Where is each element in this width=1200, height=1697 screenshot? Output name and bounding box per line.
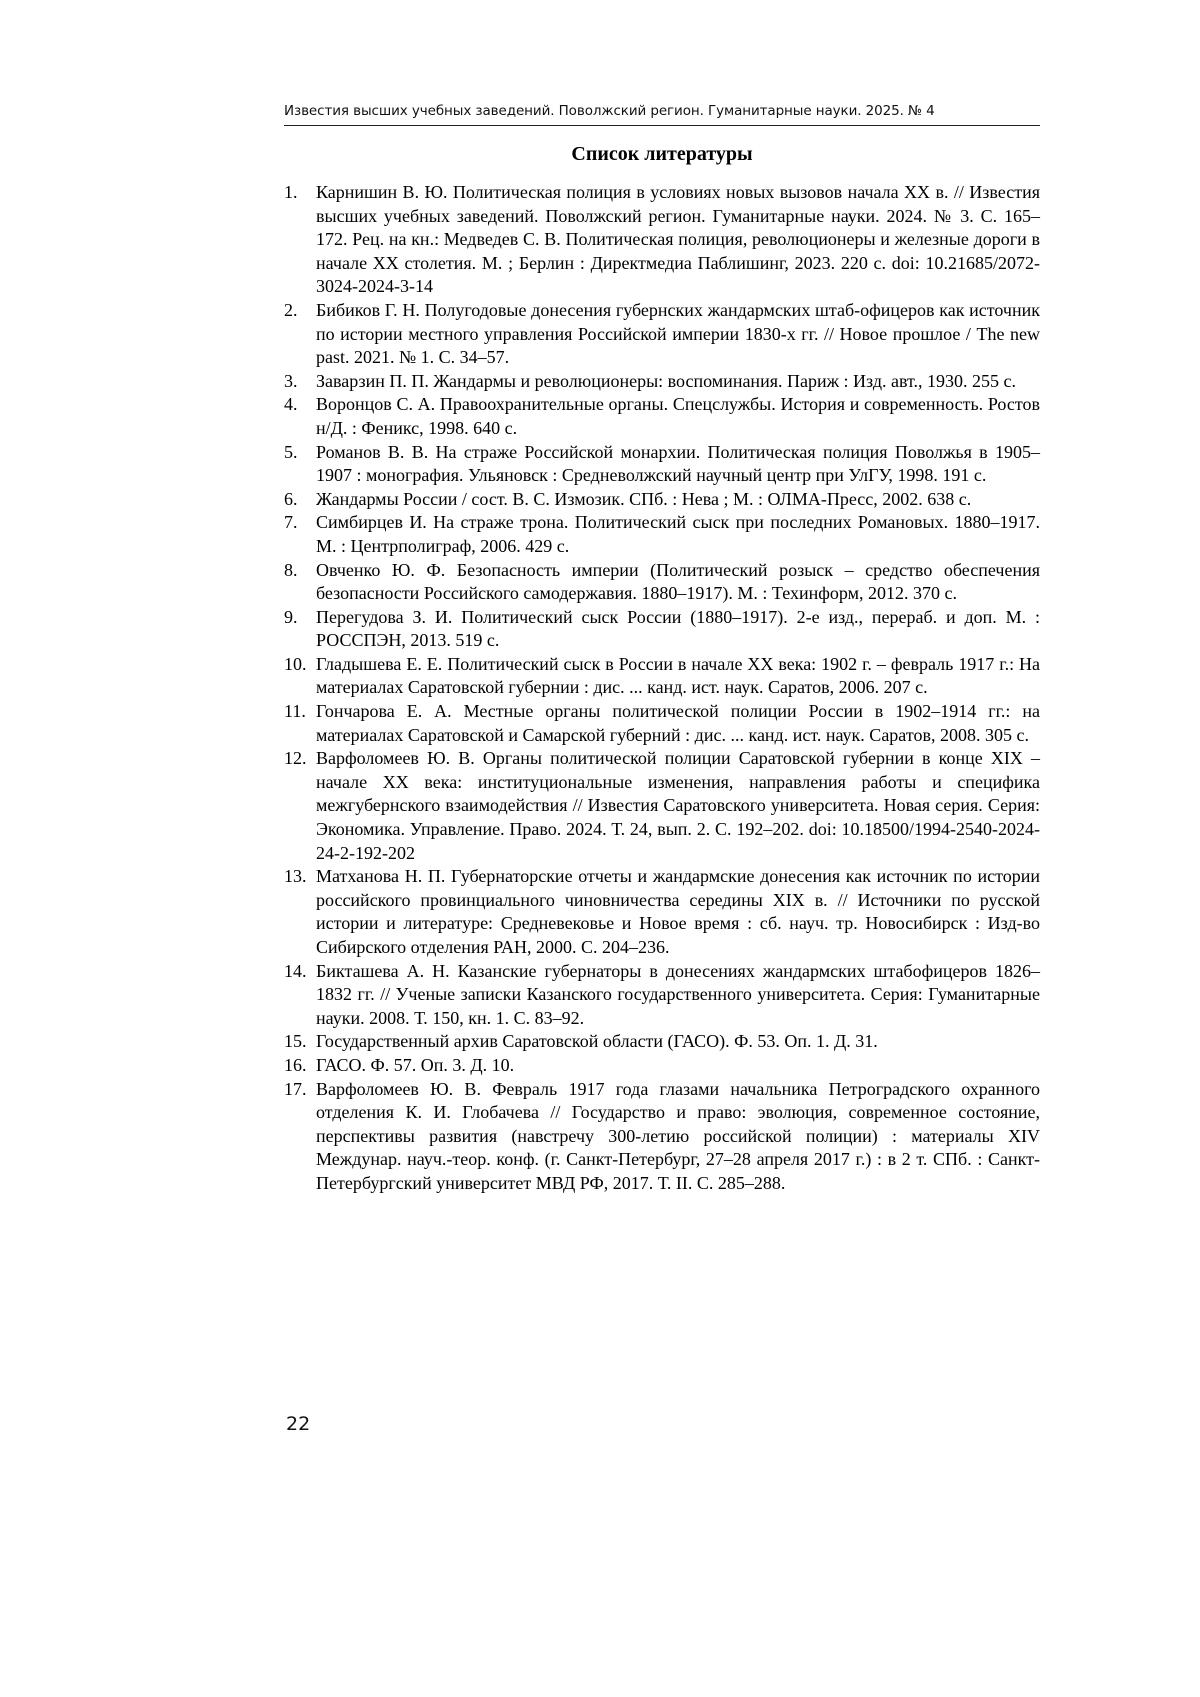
- reference-number: 3.: [284, 370, 298, 391]
- reference-item: [284, 299, 1040, 370]
- reference-number: 16.: [284, 1054, 307, 1075]
- reference-item: [284, 1078, 1040, 1196]
- header-rule: [284, 125, 1040, 126]
- reference-number: 8.: [284, 559, 298, 580]
- reference-number: 7.: [284, 512, 298, 533]
- reference-item: [284, 653, 1040, 700]
- reference-number: 13.: [284, 866, 307, 887]
- reference-number: 17.: [284, 1078, 307, 1099]
- reference-text: Романов В. В. На страже Российской монархии. Политическая полиция Поволжья в 1905–1907 : монография. Ульяновск : Средневолжский научный центр при УлГУ, 1998. 191 с.: [316, 441, 1040, 486]
- reference-text: Гончарова Е. А. Местные органы политической полиции России в 1902–1914 гг.: на материалах Саратовской и Самарской губерний : дис. ... канд. ист. наук. Саратов, 2008. 305 с.: [316, 701, 1040, 745]
- reference-number: 9.: [284, 606, 298, 627]
- reference-number: 2.: [284, 299, 298, 320]
- reference-number: 4.: [284, 394, 298, 415]
- reference-item: [284, 1054, 1040, 1078]
- reference-item: [284, 181, 1040, 299]
- reference-text: Воронцов С. А. Правоохранительные органы. Спецслужбы. История и современность. Ростов н/Д. : Феникс, 1998. 640 с.: [316, 394, 1040, 438]
- reference-number: 6.: [284, 488, 298, 509]
- reference-number: 14.: [284, 960, 307, 981]
- reference-text: Государственный архив Саратовской области (ГАСО). Ф. 53. Оп. 1. Д. 31.: [316, 1031, 878, 1052]
- reference-item: [284, 865, 1040, 959]
- reference-item: [284, 700, 1040, 747]
- reference-item: [284, 1030, 1040, 1054]
- reference-item: [284, 393, 1040, 440]
- reference-item: [284, 441, 1040, 488]
- reference-item: [284, 606, 1040, 653]
- reference-item: [284, 511, 1040, 558]
- reference-number: 10.: [284, 653, 307, 674]
- reference-item: [284, 747, 1040, 865]
- reference-number: 15.: [284, 1031, 307, 1052]
- reference-item: [284, 559, 1040, 606]
- reference-item: [284, 370, 1040, 394]
- reference-text: Жандармы России / сост. В. С. Измозик. СПб. : Нева ; М. : ОЛМА-Пресс, 2002. 638 с.: [316, 488, 972, 509]
- reference-text: Варфоломеев Ю. В. Февраль 1917 года глазами начальника Петроградского охранного отделения К. И. Глобачева // Государство и право: эволюция, современное состояние, перспективы развития (навстречу 300-летию российской полиции) : материалы XIV Междунар. науч.-теор. конф. (г. Санкт-Петербург, 27–28 апреля 2017 г.) : в 2 т. СПб. : Санкт-Петербургский университет МВД РФ, 2017. Т. II. С. 285–288.: [316, 1078, 1040, 1193]
- running-header: Известия высших учебных заведений. Поволжский регион. Гуманитарные науки. 2025. № 4: [284, 103, 935, 119]
- reference-number: 12.: [284, 748, 307, 769]
- reference-text: ГАСО. Ф. 57. Оп. 3. Д. 10.: [316, 1054, 515, 1075]
- reference-text: Перегудова З. И. Политический сыск России (1880–1917). 2-е изд., перераб. и доп. М. : РОССПЭН, 2013. 519 с.: [316, 606, 1040, 651]
- reference-text: Матханова Н. П. Губернаторские отчеты и жандармские донесения как источник по истории российского провинциального чиновничества середины XIX в. // Источники по русской истории и литературе: Средневековье и Новое время : сб. науч. тр. Новосибирск : Изд-во Сибирского отделения РАН, 2000. С. 204–236.: [316, 866, 1040, 957]
- reference-text: Варфоломеев Ю. В. Органы политической полиции Саратовской губернии в конце XIX – начале XX века: институциональные изменения, направления работы и специфика межгубернского взаимодействия // Известия Саратовского университета. Новая серия. Серия: Экономика. Управление. Право. 2024. Т. 24, вып. 2. С. 192–202. doi: 10.18500/1994-2540-2024-24-2-192-202: [316, 748, 1040, 863]
- reference-text: Заварзин П. П. Жандармы и революционеры: воспоминания. Париж : Изд. авт., 1930. 255 с.: [316, 370, 1017, 391]
- reference-item: [284, 960, 1040, 1031]
- reference-text: Бикташева А. Н. Казанские губернаторы в донесениях жандармских штабофицеров 1826–1832 гг. // Ученые записки Казанского государственного университета. Серия: Гуманитарные науки. 2008. Т. 150, кн. 1. С. 83–92.: [316, 960, 1040, 1028]
- reference-number: 5.: [284, 441, 298, 462]
- reference-number: 11.: [284, 701, 306, 722]
- reference-item: [284, 488, 1040, 512]
- reference-text: Симбирцев И. На страже трона. Политический сыск при последних Романовых. 1880–1917. М. : Центрполиграф, 2006. 429 с.: [316, 512, 1040, 556]
- reference-list: [284, 181, 1040, 1196]
- reference-text: Бибиков Г. Н. Полугодовые донесения губернских жандармских штаб-офицеров как источник по истории местного управления Российской империи 1830-х гг. // Новое прошлое / The new past. 2021. № 1. С. 34–57.: [316, 299, 1040, 368]
- section-title: Список литературы: [571, 143, 753, 165]
- reference-text: Гладышева Е. Е. Политический сыск в России в начале XX века: 1902 г. – февраль 1917 г.: На материалах Саратовской губернии : дис. ... канд. ист. наук. Саратов, 2006. 207 с.: [316, 653, 1040, 698]
- reference-number: 1.: [284, 182, 298, 202]
- reference-text: Овченко Ю. Ф. Безопасность империи (Политический розыск – средство обеспечения безопасности Российского самодержавия. 1880–1917). М. : Техинформ, 2012. 370 с.: [316, 559, 1040, 604]
- reference-text: Карнишин В. Ю. Политическая полиция в условиях новых вызовов начала XX в. // Известия высших учебных заведений. Поволжский регион. Гуманитарные науки. 2024. № 3. С. 165–172. Рец. на кн.: Медведев С. В. Политическая полиция, революционеры и железные дороги в начале XX столетия. М. ; Берлин : Директмедиа Паблишинг, 2023. 220 с. doi: 10.21685/2072-3024-2024-3-14: [316, 182, 1040, 297]
- page-number: 22: [286, 1413, 311, 1435]
